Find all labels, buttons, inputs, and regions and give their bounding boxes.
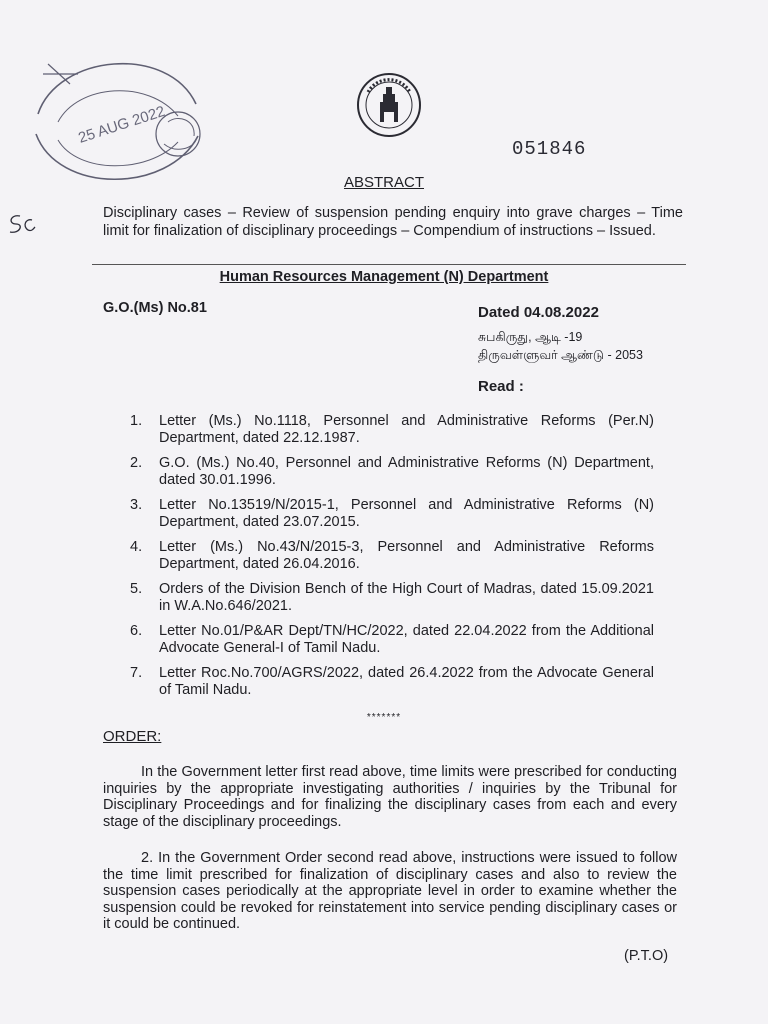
reference-number: 2. — [130, 455, 143, 471]
tamil-date: சுபகிருது, ஆடி -19 — [478, 330, 583, 344]
order-heading: ORDER: — [103, 728, 162, 745]
reference-text: Orders of the Division Bench of the High Court of Madras, dated 15.09.2021 in W.A.No.646/2021. — [159, 581, 654, 614]
pto-label: (P.T.O) — [624, 948, 669, 964]
subject-text: Disciplinary cases – Review of suspension pending enquiry into grave charges – Time limit for finalization of disciplinary proceedings – Compendium of instructions – Issued. — [103, 205, 683, 239]
list-item — [130, 539, 654, 572]
reference-text: Letter (Ms.) No.43/N/2015-3, Personnel and Administrative Reforms Department, dated 26.04.2016. — [159, 539, 654, 572]
reference-text: Letter No.01/P&AR Dept/TN/HC/2022, dated 22.04.2022 from the Additional Advocate General-I of Tamil Nadu. — [159, 623, 654, 656]
reference-number: 3. — [130, 497, 143, 513]
tamil-year: திருவள்ளுவர் ஆண்டு - 2053 — [478, 348, 643, 362]
list-item — [130, 581, 654, 614]
reference-text: Letter No.13519/N/2015-1, Personnel and Administrative Reforms (N) Department, dated 23.07.2015. — [159, 497, 654, 530]
references-list — [130, 413, 654, 707]
stamp-date-text: 25 AUG 2022 — [76, 102, 168, 147]
reference-text: Letter Roc.No.700/AGRS/2022, dated 26.4.2022 from the Advocate General of Tamil Nadu. — [159, 665, 654, 698]
divider — [92, 264, 686, 265]
list-item — [130, 455, 654, 488]
list-item — [130, 497, 654, 530]
received-stamp-icon — [18, 44, 208, 194]
order-paragraph-2: 2. In the Government Order second read above, instructions were issued to follow the time limit prescribed for finalization of disciplinary cases and also to review the suspension cases periodically at the appropriate level in order to examine whether the suspension could be revoked for reinstatement into service pending disciplinary cases or it could be continued. — [103, 850, 677, 932]
abstract-heading: ABSTRACT — [343, 174, 424, 191]
list-item — [130, 665, 654, 698]
go-number: G.O.(Ms) No.81 — [103, 300, 207, 316]
department-name: Human Resources Management (N) Department — [219, 269, 549, 285]
reference-text: Letter (Ms.) No.1118, Personnel and Administrative Reforms (Per.N) Department, dated 22.12.1987. — [159, 413, 654, 446]
margin-initials-icon — [6, 212, 36, 236]
serial-number: 051846 — [512, 138, 587, 160]
reference-number: 1. — [130, 413, 143, 429]
order-paragraph-1: In the Government letter first read above, time limits were prescribed for conducting inquiries by the appropriate investigating authorities / inquiries by the Tribunal for Disciplinary Proceedings and for finalizing the disciplinary cases from each and every stage of the disciplinary proceedings. — [103, 764, 677, 830]
reference-number: 5. — [130, 581, 143, 597]
list-item — [130, 413, 654, 446]
reference-number: 4. — [130, 539, 143, 555]
reference-number: 7. — [130, 665, 143, 681]
read-heading: Read : — [478, 378, 524, 395]
government-emblem-icon — [356, 72, 422, 138]
reference-number: 6. — [130, 623, 143, 639]
list-item — [130, 623, 654, 656]
reference-text: G.O. (Ms.) No.40, Personnel and Administrative Reforms (N) Department, dated 30.01.1996. — [159, 455, 654, 488]
dated-text: Dated 04.08.2022 — [478, 304, 599, 321]
separator: ******* — [366, 712, 402, 723]
